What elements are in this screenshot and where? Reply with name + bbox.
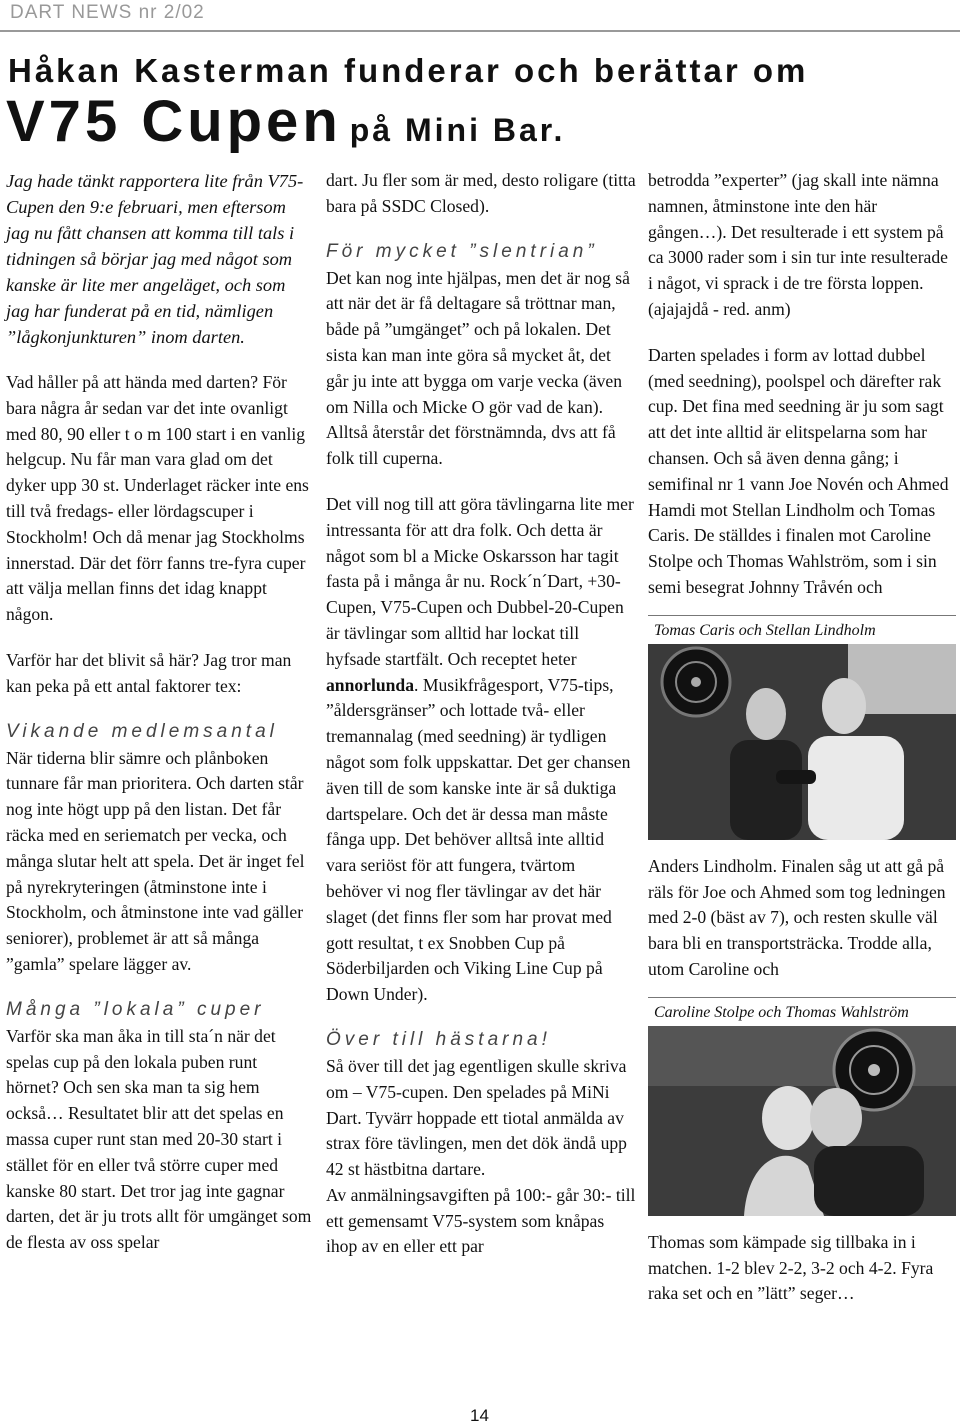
photo-caption: Tomas Caris och Stellan Lindholm [648, 615, 956, 644]
subheading: Många ”lokala” cuper [6, 998, 265, 1020]
headline-big: V75 Cupen [6, 89, 342, 154]
column-3 [648, 168, 956, 1327]
body-paragraph: betrodda ”experter” (jag skall inte nämna namnen, åtminstone inte den här gången…). Det resulterade i ett system på ca 3000 rader som i sin tur inte resulterade i något, vi sprack i de tre första loppen. (ajajajdå - red. anm) [648, 170, 948, 319]
photo-players-image [648, 644, 956, 840]
bold-word: annorlunda [326, 674, 415, 695]
page-header [0, 0, 960, 28]
issue-label: DART NEWS nr 2/02 [10, 2, 205, 23]
photo-winners-image [648, 1026, 956, 1216]
header-divider [0, 30, 960, 32]
body-paragraph: Thomas som kämpade sig tillbaka in i matchen. 1-2 blev 2-2, 3-2 och 4-2. Fyra raka set och en ”lätt” seger… [648, 1231, 934, 1304]
photo-winners [648, 1026, 956, 1216]
body-paragraph: Varför ska man åka in till sta´n när det spelas cup på den lokala puben runt hörnet? Och sen ska man ta sig hem också… Resultatet blir att det spelas en massa cuper runt stan med 20-30 start i stället för en eller två större cuper med kanske 80 start. Det tror jag inte gagnar darten, det är ju trots allt för umgänget som de flesta av oss spelar [6, 1025, 312, 1253]
text-span: Det vill nog till att göra tävlingarna lite mer intressanta för att dra folk. Och detta är något som bl a Micke Oskarsson har tagit fasta på i många år nu. Rock´n´Dart, +30-Cupen, V75-Cupen och Dubbel-20-Cupen är tävlingar som alltid har lockat till hyfsade startfält. Och receptet heter [326, 493, 634, 669]
column-1 [6, 168, 312, 1276]
intro-paragraph: Jag hade tänkt rapportera lite från V75-Cupen den 9:e februari, men eftersom jag nu fått chansen att komma till tals i tidningen så börjar jag med något som kanske är lite mer angeläget, och som jag har funderat på en tid, nämligen ”lågkonjunkturen” inom darten. [6, 171, 304, 347]
column-2 [326, 168, 636, 1280]
headline-small: på Mini Bar. [349, 112, 566, 148]
photo-caption: Caroline Stolpe och Thomas Wahlström [648, 997, 956, 1026]
headline-line1: Håkan Kasterman funderar och berättar om [8, 52, 809, 89]
body-paragraph: Vad håller på att hända med darten? För bara några år sedan var det inte ovanligt med 80, 90 eller t o m 100 start i en vanlig helgcup. Nu får man vara glad om det dyker upp 30 st. Underlaget räcker inte ens till två fredags- eller lördagscuper i Stockholm! Och då menar jag Stockholms innerstad. Där det förr fanns tre-fyra cuper att välja mellan finns det idag knappt någon. [6, 372, 309, 625]
body-paragraph: Av anmälningsavgiften på 100:- går 30:- till ett gemensamt V75-system som knåpas ihop av en eller ett par [326, 1184, 636, 1257]
body-paragraph: Så över till det jag egentligen skulle skriva om – V75-cupen. Den spelades på MiNi Dart. Tyvärr hoppade ett tiotal anmälda av strax före tävlingen, men det dök ändå upp 42 st hästbitna dartare. [326, 1055, 627, 1180]
page-number: 14 [470, 1406, 489, 1425]
subheading: För mycket ”slentrian” [326, 240, 598, 262]
subheading: Över till hästarna! [326, 1028, 551, 1050]
body-paragraph: Anders Lindholm. Finalen såg ut att gå på räls för Joe och Ahmed som tog ledningen med 2-0 (bäst av 7), och resten skulle väl bara bli en transportsträcka. Trodde alla, utom Caroline och [648, 855, 946, 979]
body-paragraph: När tiderna blir sämre och plånboken tunnare får man prioritera. Och darten står nog inte högt upp på den listan. Det får räcka med en seriematch per vecka, och många slutar helt att spela. Det är inget fel på nyrekryteringen (åtminstone inte i Stockholm, och åtminstone inte vad gäller seniorer), problemet är att så många ”gamla” spelare lägger av. [6, 747, 305, 974]
body-paragraph: Varför har det blivit så här? Jag tror man kan peka på ett antal faktorer tex: [6, 649, 292, 696]
photo-players [648, 644, 956, 840]
body-paragraph: dart. Ju fler som är med, desto roligare (titta bara på SSDC Closed). [326, 170, 636, 216]
body-paragraph: Det kan nog inte hjälpas, men det är nog så att när det är få deltagare så tröttnar man, både på ”umgänget” och på lokalen. Det sista kan man inte göra så mycket åt, det går ju inte att bygga om varje vecka (även om Nilla och Micke O gör vad de kan). Alltså återstår det förstnämnda, dvs att få folk till cuperna. [326, 267, 630, 469]
text-span: . Musikfrågesport, V75-tips, ”åldersgränser” och lottade två- eller tremannalag (med seedning) är tydligen något som folk uppskattar. Det ger chansen även till de som kanske inte är så duktiga dartspelare. Och det är dessa man måste fånga upp. Det behöver alltså inte alltid vara seriöst för att fungera, tvärtom behöver vi nog fler tävlingar av det här slaget (det finns fler som har provat med gott resultat, t ex Snobben Cup på Söderbiljarden och Viking Line Cup på Down Under). [326, 674, 631, 1005]
body-paragraph: Darten spelades i form av lottad dubbel (med seedning), poolspel och därefter rak cup. Det fina med seedning är ju som sagt att det inte alltid är elitspelarna som har chansen. Och så även denna gång; i semifinal nr 1 vann Joe Novén och Ahmed Hamdi mot Stellan Lindholm och Tomas Caris. De ställdes i finalen mot Caroline Stolpe och Thomas Wahlström, som i sin semi besegrat Johnny Tråvén och [648, 344, 949, 597]
body-paragraph [326, 492, 636, 1008]
subheading: Vikande medlemsantal [6, 720, 278, 742]
headline-line2 [6, 88, 565, 155]
